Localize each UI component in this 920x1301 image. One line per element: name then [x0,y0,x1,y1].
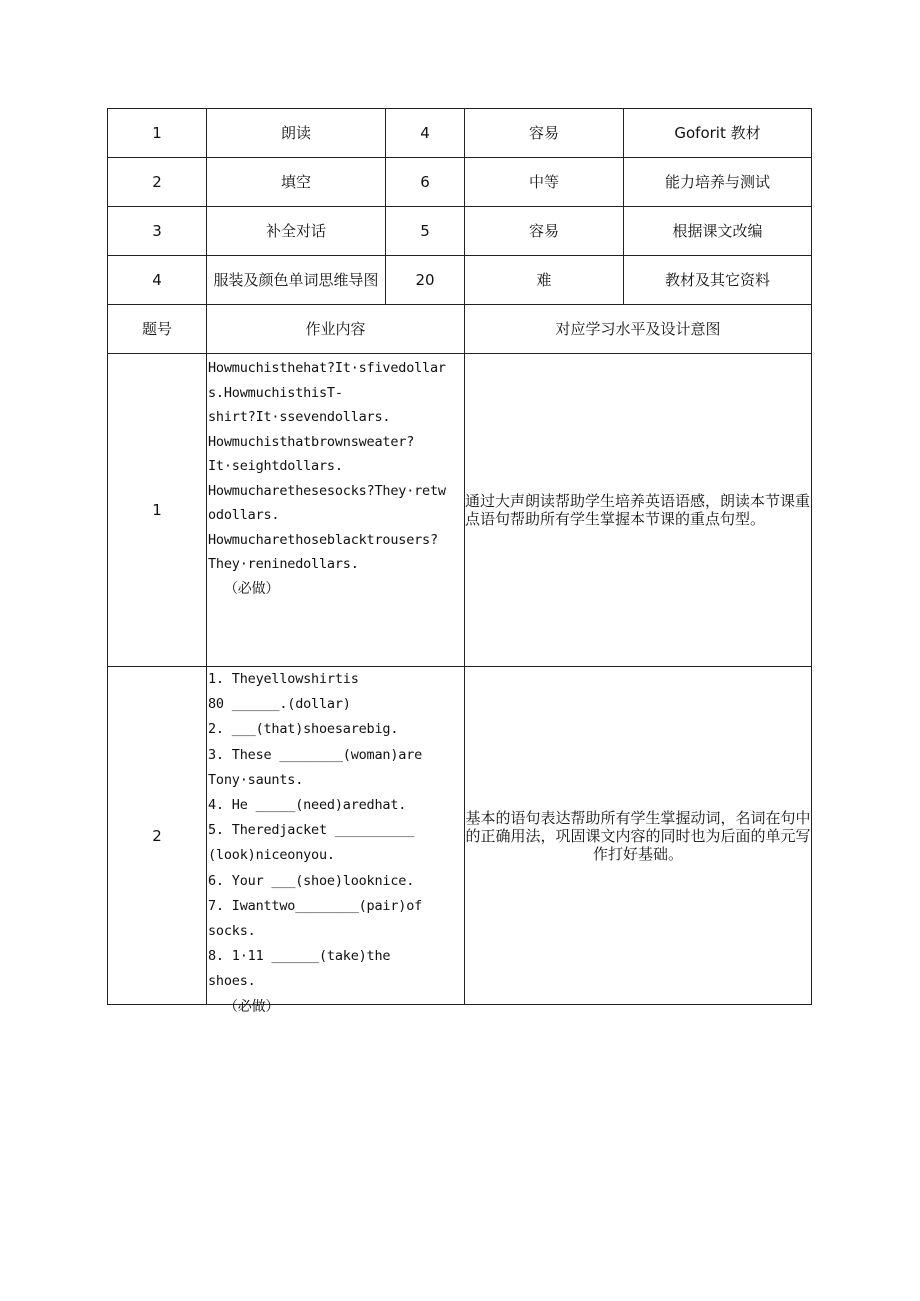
design-intent: 通过大声朗读帮助学生培养英语语感，朗读本节课重点语句帮助所有学生掌握本节课的重点句型。 [465,354,812,667]
summary-row [108,158,812,207]
task-source: Goforit 教材 [624,109,812,158]
text-line: Tony·saunts. [208,771,304,788]
header-row [108,305,812,354]
row-number: 2 [108,667,207,1005]
text-line: 7. Iwanttwo________(pair)of [208,897,423,914]
text-line: 2. ___(that)shoesarebig. [208,721,399,738]
row-number: 2 [108,158,207,207]
task-content [207,667,465,1015]
text-line: 4. He _____(need)aredhat. [208,797,407,814]
row-number: 1 [108,109,207,158]
row-number: 3 [108,207,207,256]
task-time: 20 [386,256,465,305]
header-number: 题号 [108,305,207,354]
text-line: odollars. [208,507,280,523]
text-line: socks. [208,923,256,940]
homework-table [107,108,812,1015]
task-source: 根据课文改编 [624,207,812,256]
text-line: Howmuchisthatbrownsweater? [208,433,415,450]
header-content: 作业内容 [207,305,465,354]
task-type: 服装及颜色单词思维导图 [207,256,386,305]
task-source: 能力培养与测试 [624,158,812,207]
task-type: 填空 [207,158,386,207]
text-line: shirt?It·ssevendollars. [208,409,391,425]
task-source: 教材及其它资料 [624,256,812,305]
task-type: 朗读 [207,109,386,158]
text-line: (look)niceonyou. [208,847,335,864]
task-difficulty: 容易 [465,207,624,256]
summary-row [108,109,812,158]
text-line: 3. These ________(woman)are [208,746,423,763]
task-difficulty: 难 [465,256,624,305]
task-row [108,354,812,667]
text-line: They·reninedollars. [208,556,359,572]
text-line: 6. Your ___(shoe)looknice. [208,872,415,889]
task-content [207,354,465,667]
text-line: shoes. [208,973,256,990]
text-line: 8. 1·11 ______(take)the [208,948,391,965]
task-type: 补全对话 [207,207,386,256]
text-line: 5. Theredjacket __________ [208,822,415,839]
text-line: 1. Theyellowshirtis [208,671,359,687]
header-design: 对应学习水平及设计意图 [465,305,812,354]
summary-row [108,256,812,305]
required-note: （必做） [224,580,280,597]
task-time: 5 [386,207,465,256]
text-line: 80 ______.(dollar) [208,696,351,713]
task-difficulty: 中等 [465,158,624,207]
task-time: 6 [386,158,465,207]
text-line: Howmucharethoseblacktrousers? [208,531,438,548]
text-line: s.HowmuchisthisT- [208,384,343,401]
text-line: Howmucharethesesocks?They·retw [208,482,446,499]
text-line: Howmuchisthehat?It·sfivedollar [208,360,446,376]
task-time: 4 [386,109,465,158]
required-note: （必做） [224,998,280,1015]
row-number: 1 [108,354,207,667]
row-number: 4 [108,256,207,305]
task-difficulty: 容易 [465,109,624,158]
text-line: It·seightdollars. [208,458,343,474]
design-intent: 基本的语句表达帮助所有学生掌握动词，名词在句中的正确用法，巩固课文内容的同时也为后面的单元写作打好基础。 [465,667,812,1005]
summary-row [108,207,812,256]
task-row [108,667,812,1005]
